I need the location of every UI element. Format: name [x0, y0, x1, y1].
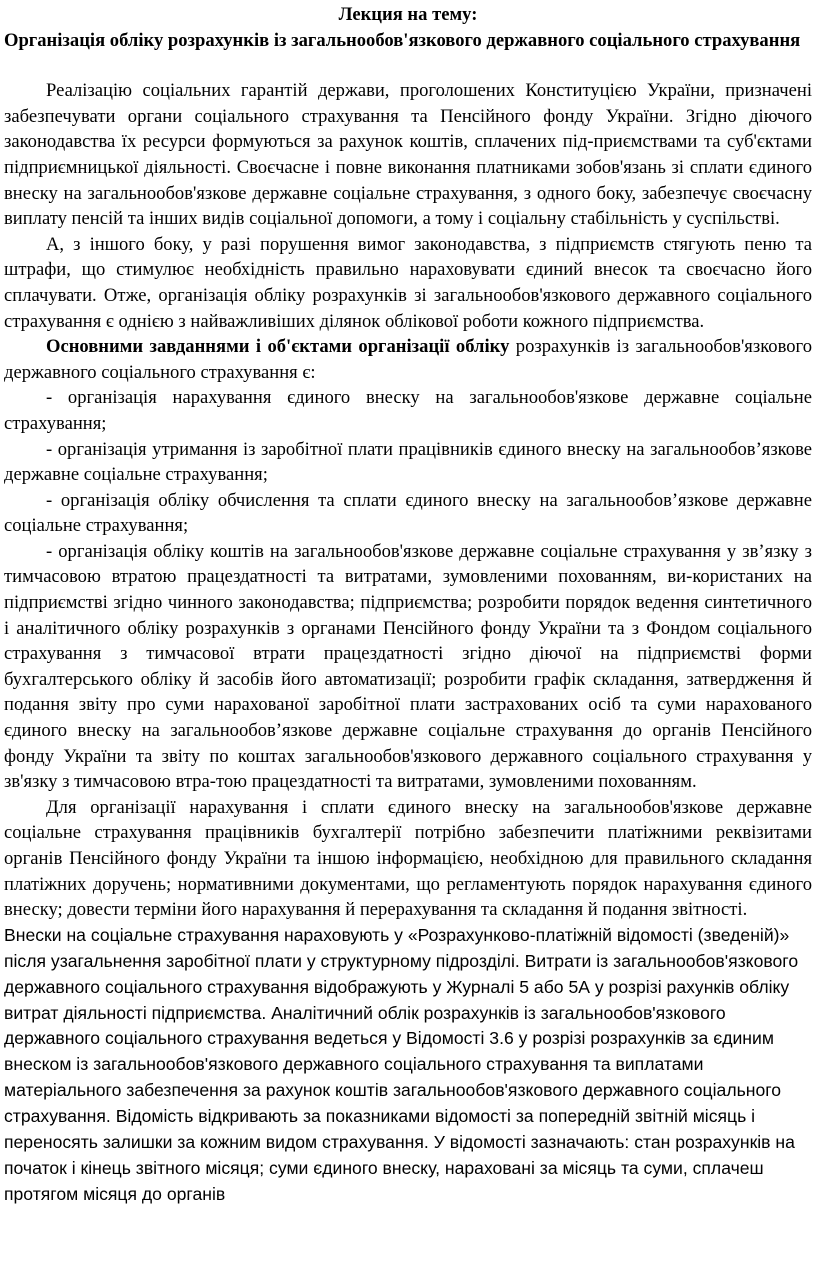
paragraph-organization: Для організації нарахування і сплати єдиного внеску на загальнообов'язкове державне соціальне страхування працівників бухгалтерії потрібно забезпечити платіжними реквізитами органів Пенсійного фонду України та іншою інформацією, необхідною для правильного складання платіжних доручень; нормативними документами, що регламентують порядок нарахування єдиного внеску; довести терміни його нарахування й перерахування та складання й подання звітності.: [4, 796, 812, 921]
list-item: - організація обліку обчислення та сплати єдиного внеску на загальнообов’язкове державне соціальне страхування;: [4, 489, 812, 537]
list-item: - організація нарахування єдиного внеску на загальнообов'язкове державне соціальне страхування;: [4, 387, 812, 434]
lecture-heading: Лекция на тему:: [338, 4, 478, 25]
paragraph-contributions: Внески на соціальне страхування нараховують у «Розрахунково-платіжній відомості (зведеній)» після узагальнення заробітної плати у структурному підрозділі. Витрати із загальнообов'язкового державного соціального страхування відображують у Журналі 5 або 5А у розрізі рахунків обліку витрат діяльності підприємства. Аналітичний облік розрахунків із загальнообов'язкового державного соціального страхування ведеться у Відомості 3.6 у розрізі розрахунків за єдиним внеском із загальнообов'язкового державного соціального страхування та виплатами матеріального забезпечення за рахунок коштів загальнообов'язкового державного соціального страхування. Відомість відкривають за показниками відомості за попередній звітній місяць і переносять залишки за кожним видом страхування. У відомості зазначають: стан розрахунків на початок і кінець звітного місяця; суми єдиного внеску, нараховані за місяць та суми, сплачеш протягом місяця до органів: [4, 924, 799, 1204]
paragraph-penalties: А, з іншого боку, у разі порушення вимог законодавства, з підприємств стягують пеню та штрафи, що стимулює необхідність правильно нараховувати єдиний внесок та своєчасно його сплачувати. Отже, організація обліку розрахунків зі загальнообов'язкового державного соціального страхування є однією з найважливіших ділянок облікової роботи кожного підприємства.: [4, 233, 812, 332]
tasks-rest: розрахунків із загальнообов'язкового державного соціального страхування є:: [4, 336, 812, 383]
list-item: - організація обліку коштів на загальнообов'язкове державне соціальне страхування у зв’язку з тимчасовою втратою працездатності та витратами, зумовленими похованням, ви-користаних на підприємстві згідно чинного законодавства; підприємства; розробити порядок ведення синтетичного і аналітичного обліку розрахунків з органами Пенсійного фонду України та з Фондом соціального страхування з тимчасової втрати працездатності згідно діючої на підприємстві форми бухгалтерського обліку й засобів його автоматизації; розробити графік складання, затвердження й подання звіту про суми нарахованої заробітної плати застрахованих осіб та суми нарахованого єдиного внеску на загальнообов’язкове державне соціальне страхування до органів Пенсійного фонду України та звіту по коштах загальнообов'язкового державного соціального страхування у зв'язку з тимчасовою втра-тою працездатності та витратами, зумовленими похованням.: [4, 540, 812, 793]
paragraph-intro: Реалізацію соціальних гарантій держави, проголошених Конституцією України, призначені забезпечувати органи соціального страхування та Пенсійного фонду України. Згідно діючого законодавства їх ресурси формуються за рахунок коштів, сплачених під-приємствами та суб'єктами підприємницької діяльності. Своєчасне і повне виконання платниками зобов'язань зі сплати єдиного внеску на загальнообов'язкове державне соціальне страхування, з одного боку, забезпечує своєчасну виплату пенсій та інших видів соціальної допомоги, а тому і соціальну стабільність у суспільстві.: [4, 80, 812, 230]
list-item: - організація утримання із заробітної плати працівників єдиного внеску на загальнообов’язкове державне соціальне страхування;: [4, 438, 812, 486]
tasks-bold-phrase: Основними завданнями і об'єктами організації обліку: [46, 336, 510, 358]
document-title: Організація обліку розрахунків із загальнообов'язкового державного соціального страхування: [4, 29, 801, 51]
title-spacer: [4, 53, 812, 78]
paragraph-tasks-intro: [4, 334, 812, 385]
